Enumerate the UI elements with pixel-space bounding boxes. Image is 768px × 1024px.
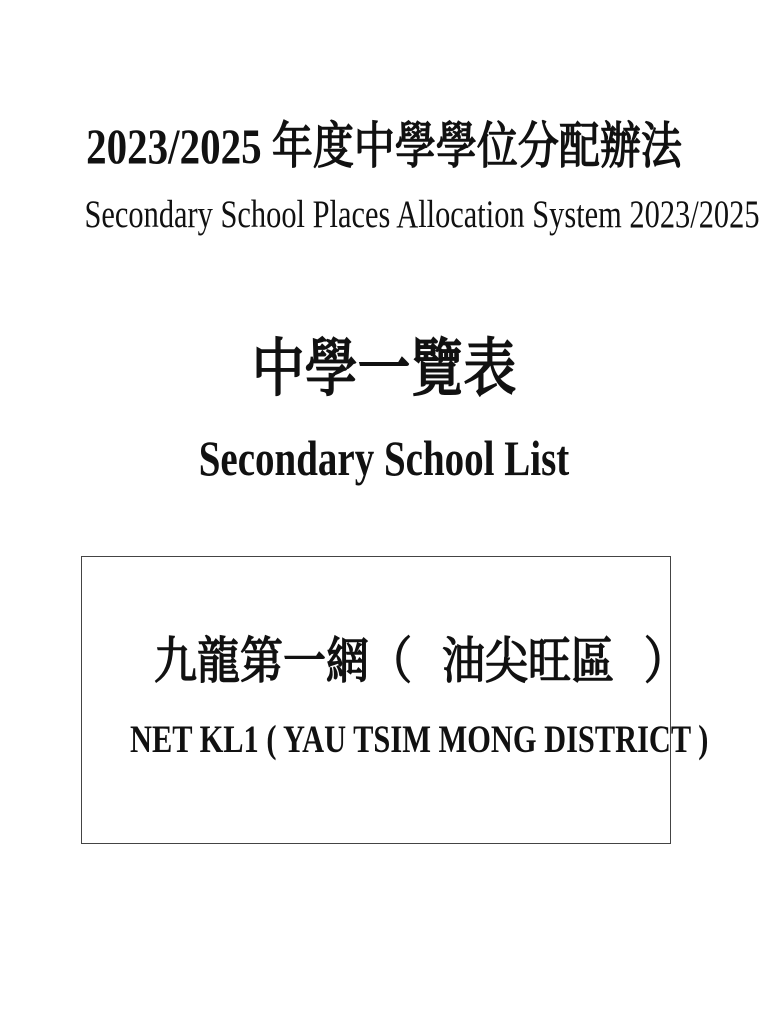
network-title-english: NET KL1 ( YAU TSIM MONG DISTRICT ) <box>130 718 709 761</box>
allocation-title-english: Secondary School Places Allocation System 2023/2025 <box>84 193 760 236</box>
network-info-box <box>81 556 671 844</box>
school-list-title-english: Secondary School List <box>198 430 570 486</box>
network-title-chinese: 九龍第一網（ 油尖旺區 ） <box>154 632 687 690</box>
school-list-title-chinese: 中學一覽表 <box>251 334 517 404</box>
allocation-title-chinese: 2023/2025 年度中學學位分配辦法 <box>86 118 682 174</box>
